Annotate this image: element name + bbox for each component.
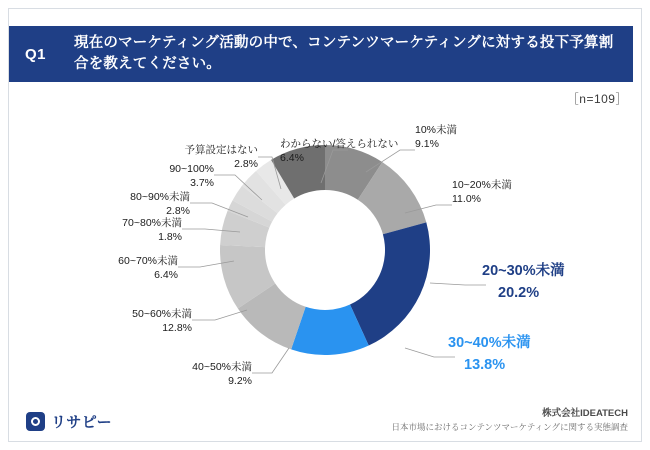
footer-credits xyxy=(391,407,628,434)
label-20-30-miman: 20~30%未満 20.2% xyxy=(482,263,565,301)
label-30-40-miman: 30~40%未満 13.8% xyxy=(448,335,531,373)
donut-chart xyxy=(0,95,650,405)
brand-logo xyxy=(26,411,112,432)
question-number-badge: Q1 xyxy=(9,26,62,82)
sample-size-label: ［n=109］ xyxy=(566,92,628,106)
label-10-20-miman: 10~20%未満 11.0% xyxy=(452,179,512,206)
label-70-80-miman: 70~80%未満 1.8% xyxy=(122,217,182,244)
slice-20-30-miman xyxy=(350,222,430,345)
company-name: 株式会社IDEATECH xyxy=(542,408,628,419)
label-60-70-miman: 60~70%未満 6.4% xyxy=(118,255,178,282)
question-title: 現在のマーケティング活動の中で、コンテンツマーケティングに対する投下予算割合を教えてください。 xyxy=(62,26,633,82)
label-dont-know: わからない/答えられない 6.4% xyxy=(280,138,399,165)
survey-title: 日本市場におけるコンテンツマーケティングに関する実態調査 xyxy=(391,422,628,433)
label-no-budget: 予算設定はない 2.8% xyxy=(184,144,258,171)
label-80-90-miman: 80~90%未満 2.8% xyxy=(130,191,190,218)
label-90-100: 90~100% 3.7% xyxy=(169,163,214,190)
logo-mark-icon xyxy=(26,412,45,431)
label-50-60-miman: 50~60%未満 12.8% xyxy=(132,308,192,335)
label-10-miman: 10%未満 9.1% xyxy=(415,124,458,151)
logo-text: リサピー xyxy=(51,414,113,431)
label-40-50-miman: 40~50%未満 9.2% xyxy=(192,361,252,388)
